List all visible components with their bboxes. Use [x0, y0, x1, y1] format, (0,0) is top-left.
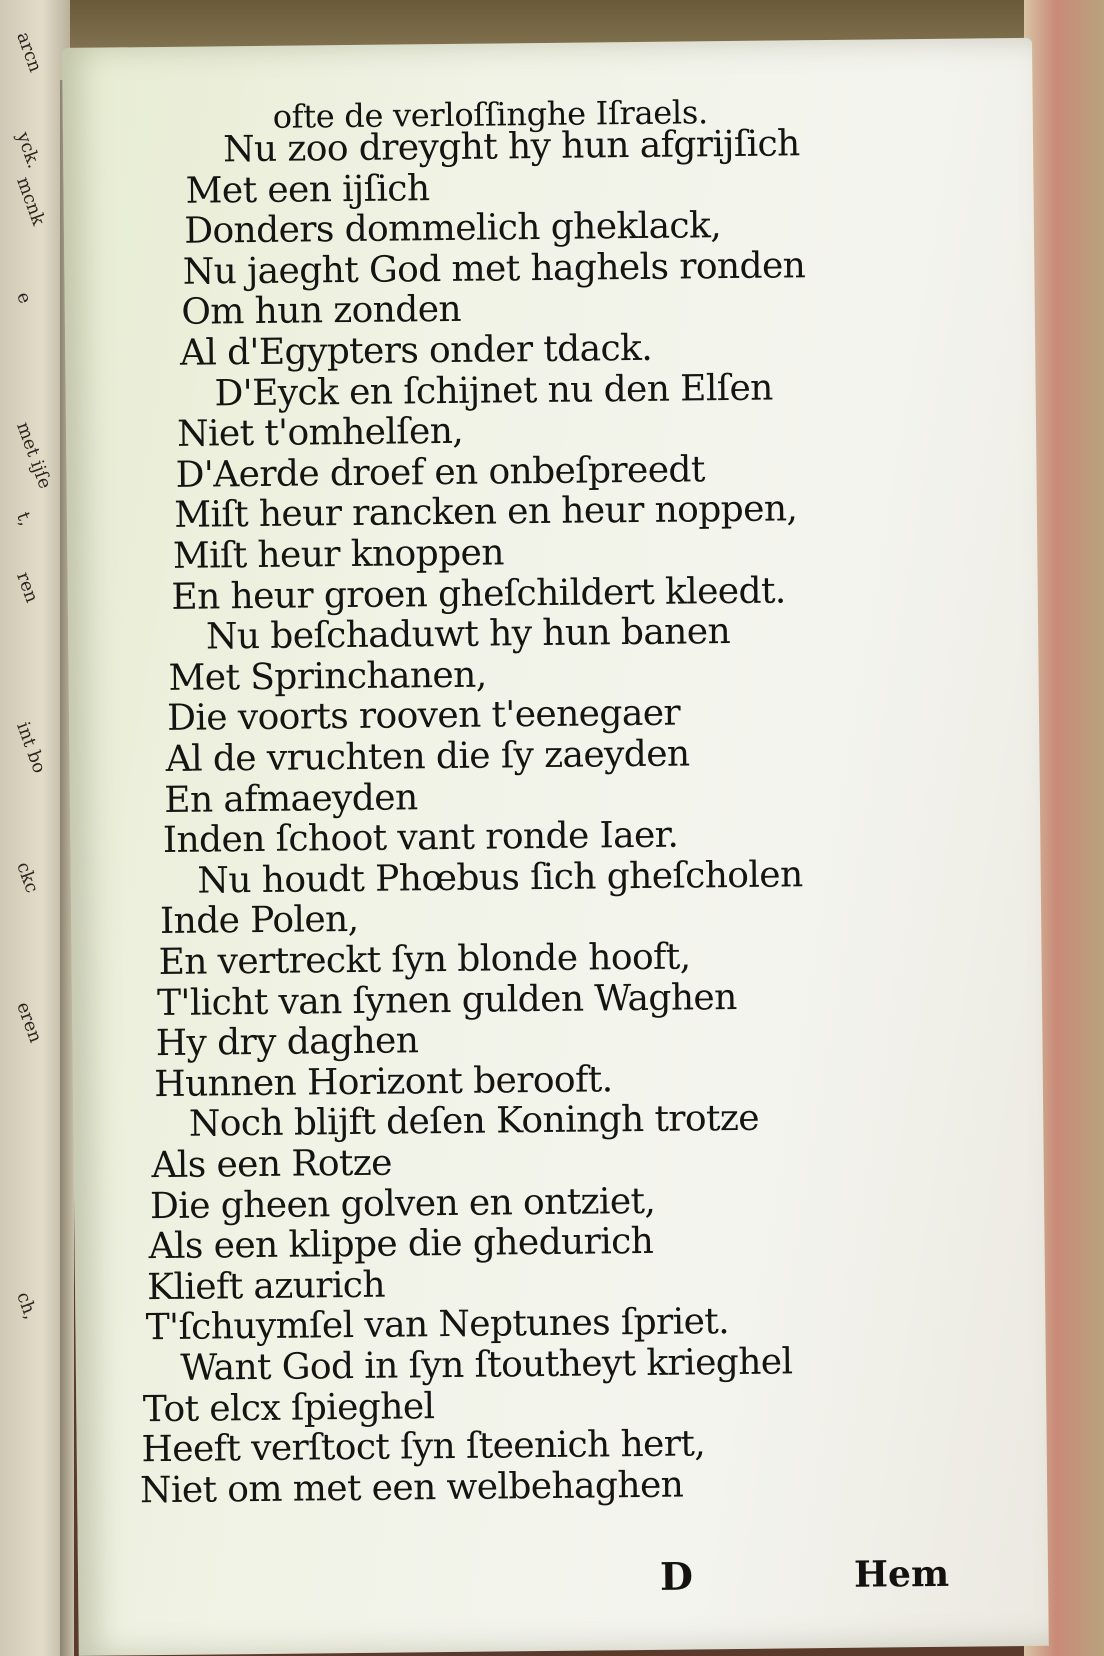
- margin-fragment: t,: [12, 509, 37, 529]
- poem-line: D'Aerde droef en onbeſpreedt: [175, 449, 705, 496]
- poem-line: Om hun zonden: [181, 289, 462, 334]
- poem-line: Klieft azurich: [146, 1264, 386, 1308]
- poem-line: En heur groen gheſchildert kleedt.: [171, 570, 786, 618]
- margin-fragment: ch,: [12, 1289, 42, 1323]
- poem-line: Nu beſchaduwt hy hun banen: [205, 611, 731, 658]
- poem-line: Die voorts rooven t'eenegaer: [166, 692, 681, 740]
- signature-mark: D: [659, 1553, 694, 1599]
- poem-line: Hunnen Horizont berooft.: [154, 1059, 613, 1105]
- margin-fragment: met ijſe: [12, 419, 56, 492]
- poem-line: Miſt heur rancken en heur noppen,: [174, 488, 798, 537]
- poem-line: En vertreckt ſyn blonde hooft,: [158, 936, 691, 984]
- poem-line: En afmaeyden: [164, 776, 418, 821]
- poem-line: Inde Polen,: [159, 899, 359, 943]
- poem-line: Met een ijſich: [185, 167, 430, 212]
- poem-line: Met Sprinchanen,: [168, 654, 487, 699]
- poem-line: Al de vruchten die ſy zaeyden: [165, 733, 690, 780]
- poem-line: Als een Rotze: [151, 1142, 393, 1187]
- poem-line: Nu jaeght God met haghels ronden: [182, 245, 806, 293]
- poem-line: Want God in ſyn ſtoutheyt krieghel: [180, 1341, 793, 1389]
- margin-fragment: yck.: [12, 129, 45, 172]
- margin-fragment: mcnk: [12, 174, 49, 229]
- poem-line: T'ſchuymſel van Neptunes ſpriet.: [145, 1301, 730, 1349]
- book-page: [62, 38, 1049, 1656]
- poem-line: Die gheen golven en ontziet,: [149, 1180, 656, 1227]
- poem-line: D'Eyck en ſchijnet nu den Elſen: [214, 367, 773, 415]
- margin-fragment: eren: [12, 999, 47, 1046]
- margin-fragment: int bo: [12, 719, 50, 776]
- poem-line: Niet om met een welbehaghen: [139, 1464, 684, 1512]
- poem-line: Heeft verſtoct ſyn ſteenich hert,: [141, 1423, 706, 1471]
- poem-line: Al d'Egypters onder tdack.: [179, 327, 653, 374]
- poem-line: Nu zoo dreyght hy hun afgrijſich: [222, 123, 800, 171]
- poem-line: Als een klippe die ghedurich: [148, 1221, 654, 1268]
- poem-line: T'licht van ſynen gulden Waghen: [156, 976, 737, 1024]
- poem-line: Miſt heur knoppen: [172, 532, 505, 577]
- poem-line: Nu houdt Phœbus ſich gheſcholen: [197, 854, 803, 902]
- margin-fragment: ren: [12, 569, 43, 606]
- poem-line: Niet t'omhelſen,: [176, 411, 464, 456]
- poem-line: Hy dry daghen: [155, 1020, 419, 1065]
- poem-line: Inden ſchoot vant ronde Iaer.: [162, 814, 679, 862]
- margin-fragment: e: [12, 289, 36, 307]
- poem-line: Tot elcx ſpieghel: [142, 1385, 435, 1430]
- catchword: Hem: [853, 1552, 950, 1596]
- poem-line: Noch blijft deſen Koningh trotze: [188, 1098, 760, 1146]
- margin-fragment: ckc: [12, 859, 43, 896]
- running-header: ofte de verloſſinghe Iſraels.: [272, 93, 709, 136]
- margin-fragment: arcn: [12, 29, 46, 76]
- poem-line: Donders dommelich gheklack,: [184, 205, 722, 252]
